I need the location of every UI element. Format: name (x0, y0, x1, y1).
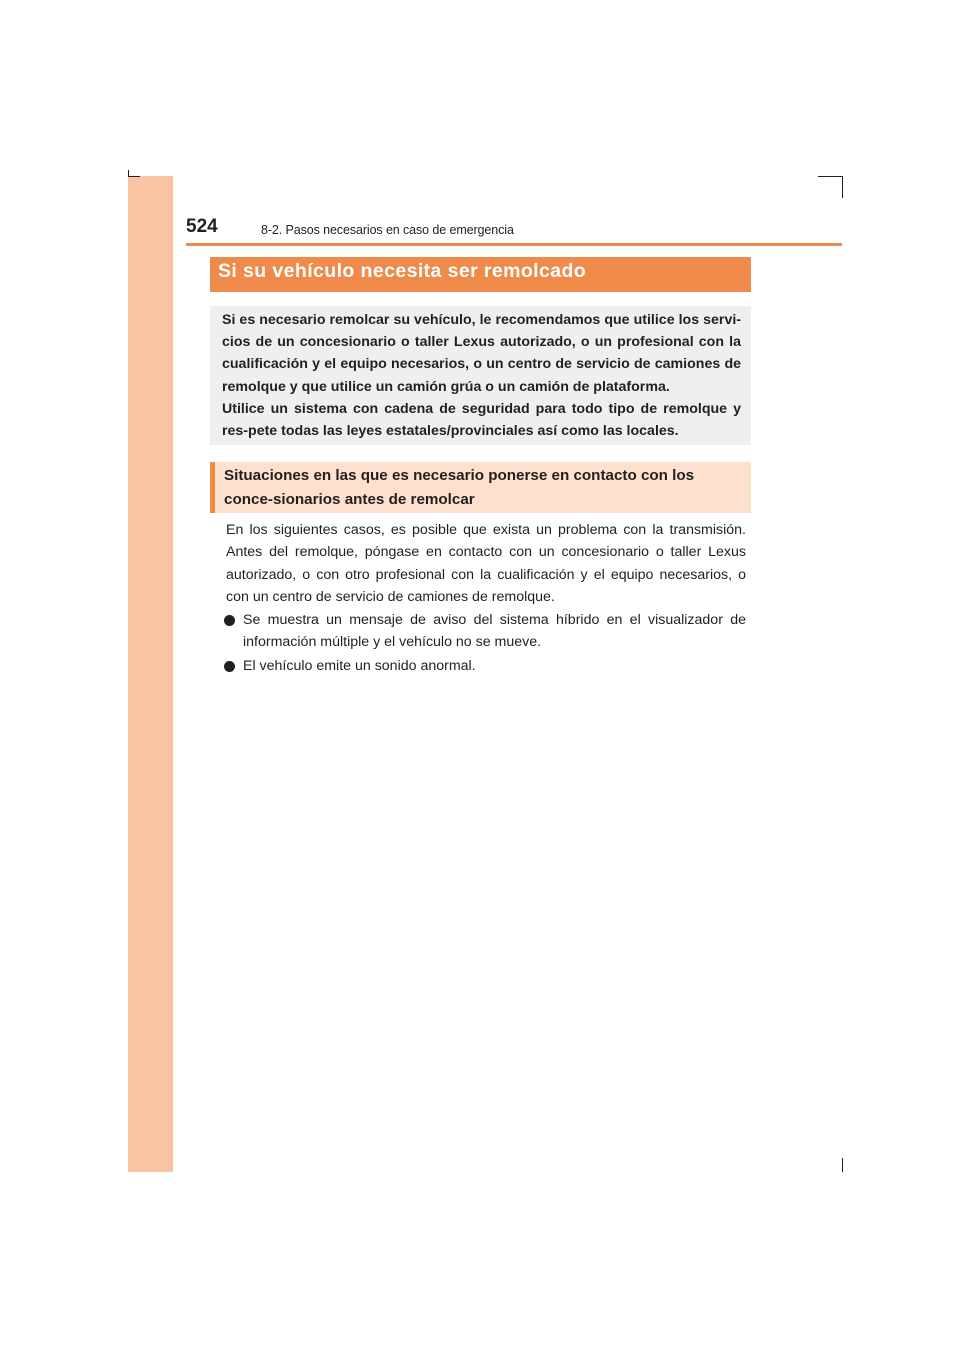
intro-box (210, 306, 751, 445)
intro-paragraph: Si es necesario remolcar su vehículo, le recomendamos que utilice los servi-cios de un concesionario o taller Lexus autorizado, o un profesional con la cualificación y el equipo necesarios, o un centro de servicio de camiones de remolque y que utilice un camión grúa o un camión de plataforma. (222, 312, 741, 395)
page-number: 524 (186, 216, 218, 237)
intro-paragraph: Utilice un sistema con cadena de seguridad para todo tipo de remolque y res-pete todas las leyes estatales/provinciales así como las locales. (222, 400, 741, 440)
bullet-icon (224, 661, 235, 672)
section-reference: 8-2. Pasos necesarios en caso de emergencia (261, 223, 514, 237)
crop-mark-top-right-v (842, 176, 843, 198)
crop-mark-bottom-right-v (842, 1158, 843, 1172)
list-item (224, 609, 746, 654)
page-header (186, 214, 842, 246)
chapter-side-tab (128, 176, 173, 1172)
list-item-text: El vehículo emite un sonido anormal. (243, 657, 476, 674)
header-rule (186, 243, 842, 246)
list-item (224, 655, 746, 677)
list-item-text: Se muestra un mensaje de aviso del sistema híbrido en el visualizador de información múltiple y el vehículo no se mueve. (243, 612, 746, 651)
crop-mark-top-left-tick (128, 170, 129, 177)
section-title: Si su vehículo necesita ser remolcado (210, 257, 751, 292)
crop-mark-top-right-h (818, 176, 842, 177)
body-paragraph: En los siguientes casos, es posible que exista un problema con la transmisión. Antes del remolque, póngase en contacto con un concesionario o taller Lexus autorizado, o con otro profesional con la cualificación y el equipo necesarios, o con un centro de servicio de camiones de remolque. (226, 522, 746, 605)
crop-mark-top-left (128, 176, 140, 177)
bullet-icon (224, 615, 235, 626)
subsection-heading: Situaciones en las que es necesario ponerse en contacto con los conce-sionarios antes de remolcar (210, 462, 751, 513)
bullet-list (224, 609, 746, 678)
